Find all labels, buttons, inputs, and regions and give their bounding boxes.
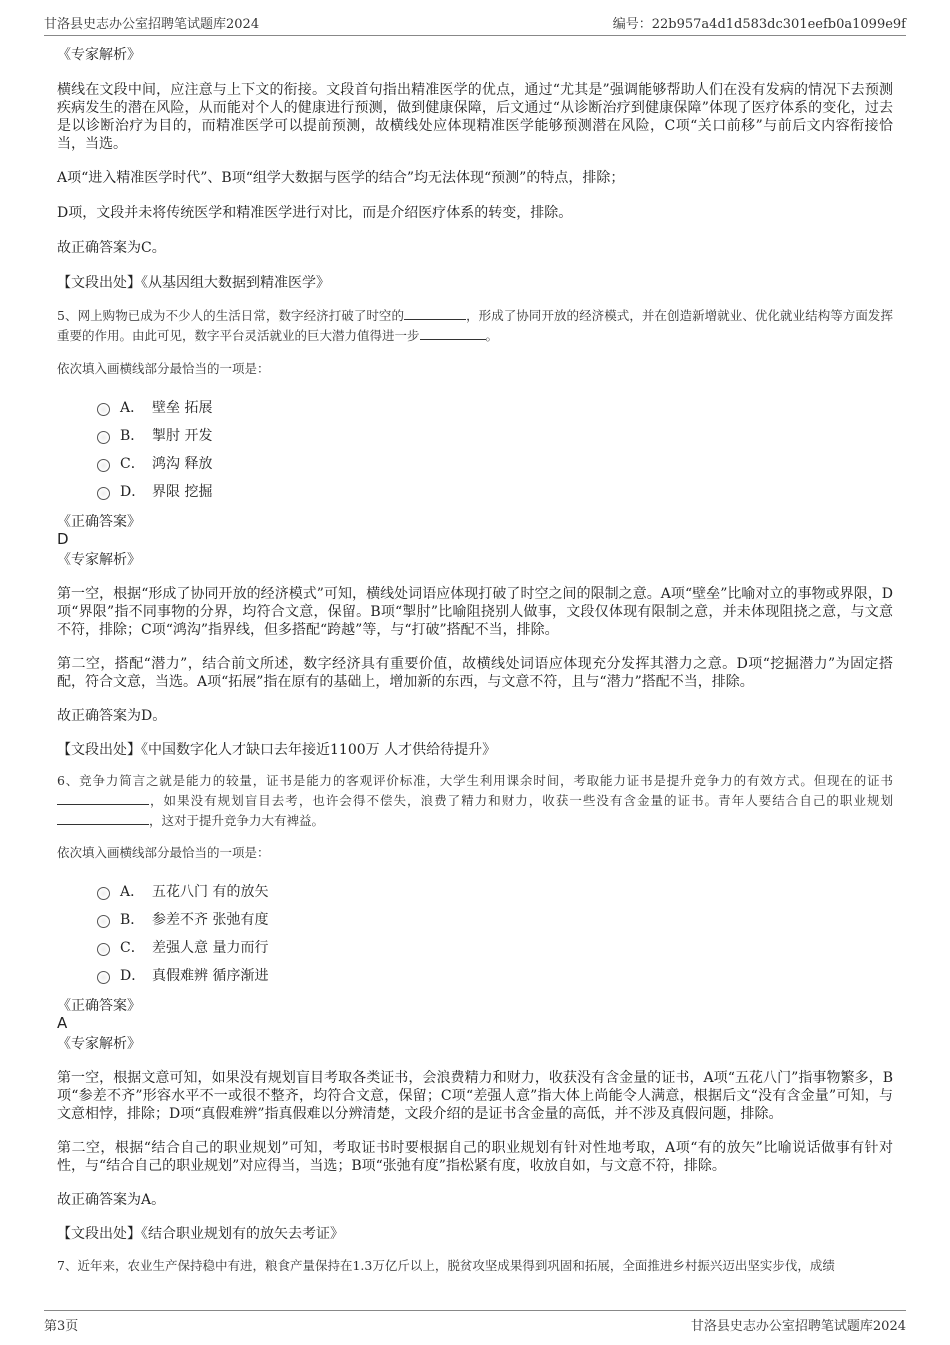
q5-stem-part3: 。 — [485, 328, 499, 343]
q6-option-a[interactable] — [97, 877, 893, 905]
header-serial: 编号：22b957a4d1d583dc301eefb0a1099e9f — [612, 17, 906, 32]
q6-stem-part1: 6、竞争力简言之就是能力的较量，证书是能力的客观评价标准，大学生利用课余时间，考取能力证书是提升竞争力的有效方式。但现在的证书 — [57, 773, 893, 788]
q6-option-b[interactable] — [97, 905, 893, 933]
page-content — [57, 46, 893, 1276]
q5-blank-2 — [420, 327, 486, 340]
radio-icon[interactable] — [97, 943, 110, 956]
q5-blank-1 — [404, 307, 466, 320]
q5-stem — [57, 306, 893, 346]
q4-analysis-1: 横线在文段中间，应注意与上下文的衔接。文段首句指出精准医学的优点，通过“尤其是”强调能够帮助人们在没有发病的情况下去预测疾病发生的潜在风险，从而能对个人的健康进行预测，做到健康保障，后文通过“从诊断治疗到健康保障”体现了医疗体系的变化，过去是以诊断治疗为目的，而精准医学可以提前预测，故横线处应体现精准医学能够预测潜在风险，C项“关口前移”与前后文内容衔接恰当，当选。 — [57, 82, 893, 152]
q5-option-d[interactable] — [97, 477, 893, 505]
q6-options — [97, 877, 893, 989]
option-text: 参差不齐 张弛有度 — [152, 912, 269, 928]
q6-answer: A — [57, 1014, 68, 1032]
page-number: 第3页 — [44, 1319, 79, 1334]
q6-stem-part2: ，如果没有规划盲目去考，也许会得不偿失，浪费了精力和财力，收获一些没有含金量的证书。青年人要结合自己的职业规划 — [149, 793, 893, 808]
footer-title: 甘洛县史志办公室招聘笔试题库2024 — [690, 1319, 906, 1334]
q5-option-c[interactable] — [97, 449, 893, 477]
option-letter: C． — [120, 456, 145, 472]
q5-source: 【文段出处】《中国数字化人才缺口去年接近1100万 人才供给待提升》 — [57, 742, 497, 758]
radio-icon[interactable] — [97, 459, 110, 472]
q6-conclusion: 故正确答案为A。 — [57, 1192, 166, 1208]
q6-expert-label: 《专家解析》 — [57, 1036, 141, 1052]
q6-instruction: 依次填入画横线部分最恰当的一项是： — [57, 845, 270, 860]
q6-blank-1 — [57, 792, 149, 805]
q4-analysis-2: A项“进入精准医学时代”、B项“组学大数据与医学的结合”均无法体现“预测”的特点，排除； — [57, 170, 625, 186]
radio-icon[interactable] — [97, 403, 110, 416]
q5-instruction: 依次填入画横线部分最恰当的一项是： — [57, 361, 270, 376]
q5-answer-label: 《正确答案》 — [57, 514, 141, 530]
option-text: 掣肘 开发 — [152, 428, 213, 444]
page-header — [44, 10, 906, 36]
page-footer — [44, 1310, 906, 1337]
radio-icon[interactable] — [97, 431, 110, 444]
q5-conclusion: 故正确答案为D。 — [57, 708, 167, 724]
q6-stem — [57, 771, 893, 831]
radio-icon[interactable] — [97, 971, 110, 984]
q6-blank-2 — [57, 812, 149, 825]
q4-expert-label: 《专家解析》 — [57, 47, 141, 63]
radio-icon[interactable] — [97, 915, 110, 928]
q6-option-d[interactable] — [97, 961, 893, 989]
option-letter: B． — [120, 428, 145, 444]
option-text: 界限 挖掘 — [152, 484, 213, 500]
option-text: 真假难辨 循序渐进 — [152, 968, 269, 984]
q6-analysis-1: 第一空，根据文意可知，如果没有规划盲目考取各类证书，会浪费精力和财力，收获没有含金量的证书，A项“五花八门”指事物繁多，B项“参差不齐”形容水平不一或很不整齐，均符合文意，保留；C项“差强人意”指大体上尚能令人满意，根据后文“没有含金量”可知，与文意相悖，排除；D项“真假难辨”指真假难以分辨清楚，文段介绍的是证书含金量的高低，并不涉及真假问题，排除。 — [57, 1070, 893, 1122]
option-text: 差强人意 量力而行 — [152, 940, 269, 956]
option-text: 鸿沟 释放 — [152, 456, 213, 472]
q5-answer: D — [57, 530, 69, 548]
q5-options — [97, 393, 893, 505]
option-letter: A． — [120, 884, 145, 900]
option-text: 五花八门 有的放矢 — [152, 884, 269, 900]
q6-option-c[interactable] — [97, 933, 893, 961]
option-letter: D． — [120, 484, 146, 500]
q4-source: 【文段出处】《从基因组大数据到精准医学》 — [57, 275, 330, 291]
option-text: 壁垒 拓展 — [152, 400, 213, 416]
option-letter: D． — [120, 968, 146, 984]
q5-option-b[interactable] — [97, 421, 893, 449]
q6-answer-label: 《正确答案》 — [57, 998, 141, 1014]
q5-option-a[interactable] — [97, 393, 893, 421]
q5-stem-part2: ，形成了协同开放的经济模式，并在创造新增就业、优化就业结构等方面发挥重要的作用。由此可见，数字平台灵活就业的巨大潜力值得进一步 — [57, 308, 893, 343]
option-letter: A． — [120, 400, 145, 416]
radio-icon[interactable] — [97, 887, 110, 900]
q4-conclusion: 故正确答案为C。 — [57, 240, 166, 256]
q5-analysis-1: 第一空，根据“形成了协同开放的经济模式”可知，横线处词语应体现打破了时空之间的限制之意。A项“壁垒”比喻对立的事物或界限，D项“界限”指不同事物的分界，均符合文意，保留。B项“掣肘”比喻阻挠别人做事，文段仅体现有限制之意，并未体现阻挠之意，与文意不符，排除；C项“鸿沟”指界线，但多搭配“跨越”等，与“打破”搭配不当，排除。 — [57, 586, 893, 638]
q5-stem-part1: 5、网上购物已成为不少人的生活日常，数字经济打破了时空的 — [57, 308, 405, 323]
q5-analysis-2: 第二空，搭配“潜力”，结合前文所述，数字经济具有重要价值，故横线处词语应体现充分发挥其潜力之意。D项“挖掘潜力”为固定搭配，符合文意，当选。A项“拓展”指在原有的基础上，增加新的东西，与文意不符，且与“潜力”搭配不当，排除。 — [57, 656, 893, 690]
option-letter: C． — [120, 940, 145, 956]
radio-icon[interactable] — [97, 487, 110, 500]
q6-source: 【文段出处】《结合职业规划有的放矢去考证》 — [57, 1226, 344, 1242]
q7-stem: 7、近年来，农业生产保持稳中有进，粮食产量保持在1.3万亿斤以上，脱贫攻坚成果得到巩固和拓展，全面推进乡村振兴迈出坚实步伐，成绩 — [57, 1258, 835, 1273]
option-letter: B． — [120, 912, 145, 928]
q5-expert-label: 《专家解析》 — [57, 552, 141, 568]
q6-stem-part3: ，这对于提升竞争力大有裨益。 — [149, 813, 325, 828]
header-title: 甘洛县史志办公室招聘笔试题库2024 — [44, 17, 260, 32]
q4-analysis-3: D项，文段并未将传统医学和精准医学进行对比，而是介绍医疗体系的转变，排除。 — [57, 205, 573, 221]
q6-analysis-2: 第二空，根据“结合自己的职业规划”可知，考取证书时要根据自己的职业规划有针对性地考取，A项“有的放矢”比喻说话做事有针对性，与“结合自己的职业规划”对应得当，当选；B项“张弛有度”指松紧有度，收放自如，与文意不符，排除。 — [57, 1140, 893, 1174]
